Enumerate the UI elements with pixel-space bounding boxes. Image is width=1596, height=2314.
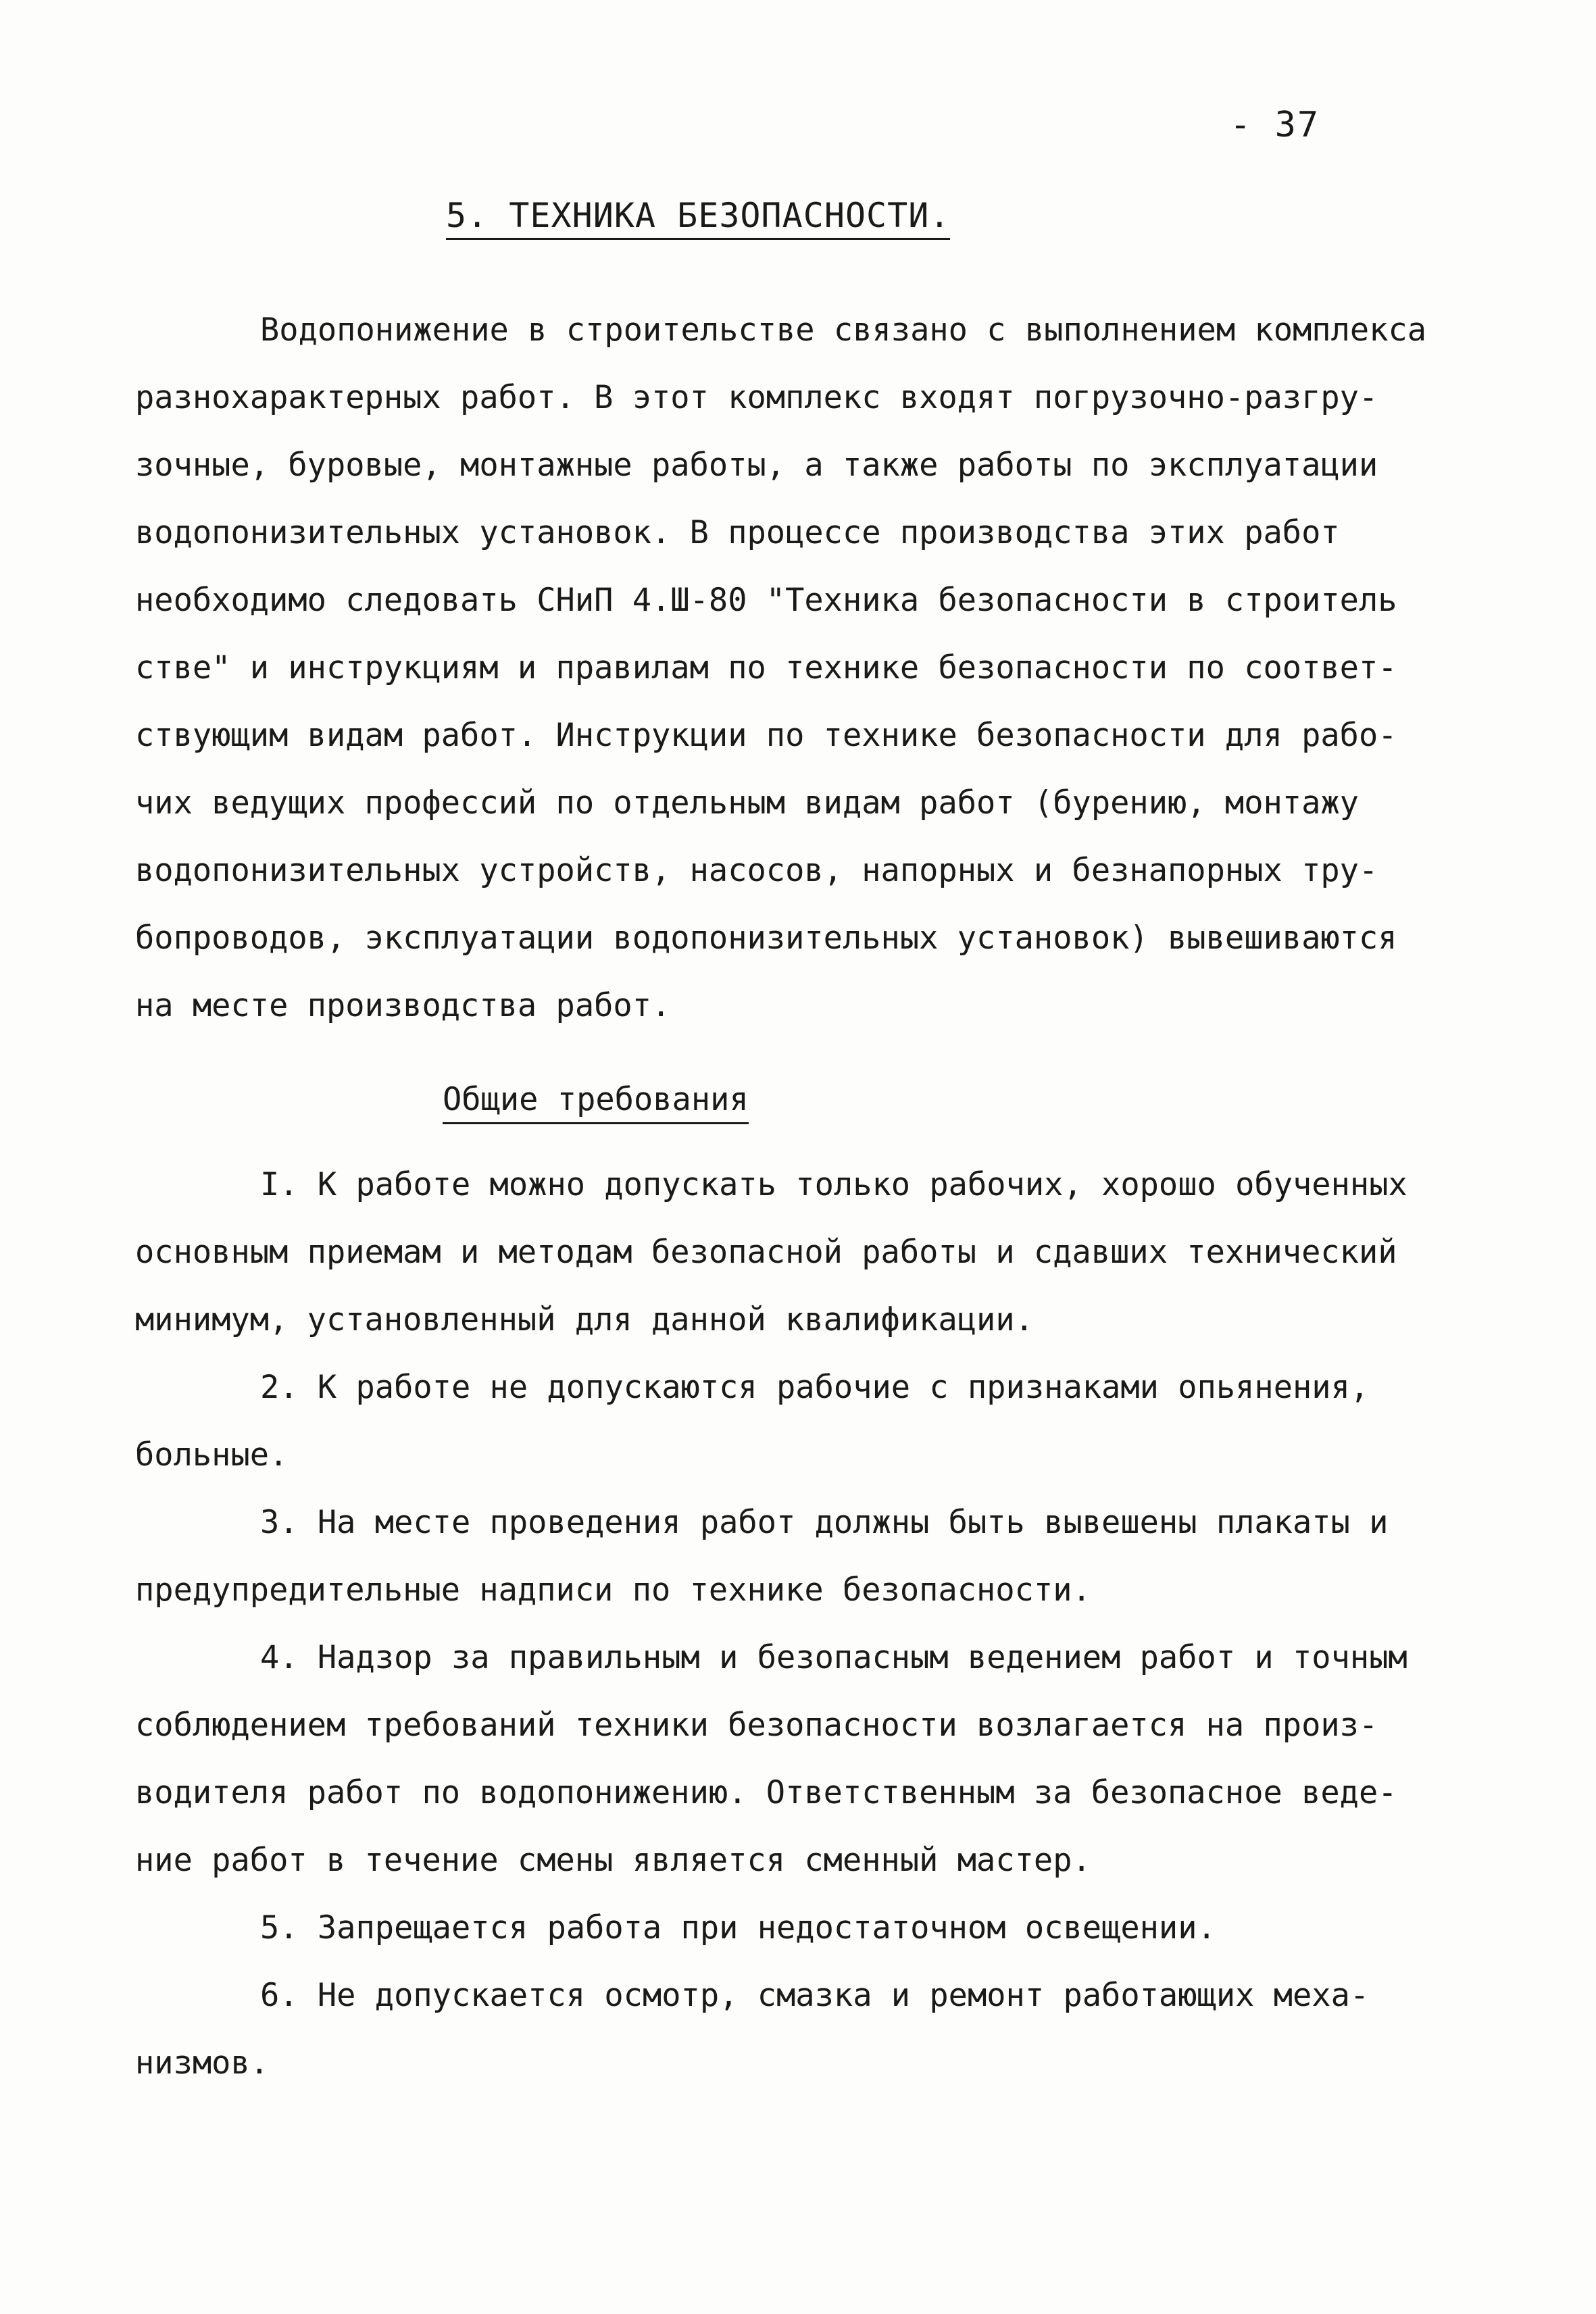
rule-line: 4. Надзор за правильным и безопасным ведением работ и точным [260, 1639, 1407, 1676]
intro-line: на месте производства работ. [135, 987, 671, 1024]
intro-line: необходимо следовать СНиП 4.Ш-80 "Техника безопасности в строитель [135, 582, 1397, 619]
intro-line: зочные, буровые, монтажные работы, а также работы по эксплуатации [135, 447, 1378, 484]
rule-line: водителя работ по водопонижению. Ответственным за безопасное веде- [135, 1774, 1397, 1811]
rule-line: соблюдением требований техники безопасности возлагается на произ- [135, 1707, 1378, 1744]
page-number: - 37 [1230, 105, 1320, 145]
rule-line: основным приемам и методам безопасной работы и сдавших технический [135, 1234, 1397, 1271]
rule-line: I. К работе можно допускать только рабочих, хорошо обученных [260, 1166, 1407, 1203]
rule-line: минимум, установленный для данной квалификации. [135, 1301, 1034, 1338]
rule-line: 2. К работе не допускаются рабочие с признаками опьянения, [260, 1369, 1370, 1406]
section-heading [446, 196, 950, 235]
intro-line: Водопонижение в строительстве связано с выполнением комплекса [260, 311, 1427, 349]
intro-line: чих ведущих профессий по отдельным видам работ (бурению, монтажу [135, 784, 1359, 822]
intro-line: водопонизительных устройств, насосов, напорных и безнапорных тру- [135, 852, 1378, 889]
rule-line: 6. Не допускается осмотр, смазка и ремонт работающих меха- [260, 1977, 1370, 2014]
rule-line: больные. [135, 1436, 289, 1474]
rule-line: предупредительные надписи по технике безопасности. [135, 1571, 1091, 1609]
intro-line: водопонизительных установок. В процессе производства этих работ [135, 514, 1340, 551]
section-heading-text: 5. ТЕХНИКА БЕЗОПАСНОСТИ. [446, 196, 950, 240]
rule-line: ние работ в течение смены является сменный мастер. [135, 1842, 1091, 1879]
intro-line: разнохарактерных работ. В этот комплекс входят погрузочно-разгру- [135, 379, 1378, 416]
intro-line: ствующим видам работ. Инструкции по технике безопасности для рабо- [135, 717, 1397, 754]
rule-line: 3. На месте проведения работ должны быть вывешены плакаты и [260, 1504, 1389, 1541]
intro-line: стве" и инструкциям и правилам по технике безопасности по соответ- [135, 649, 1397, 686]
intro-line: бопроводов, эксплуатации водопонизительных установок) вывешиваются [135, 920, 1397, 957]
subsection-heading [443, 1081, 749, 1118]
subsection-heading-text: Общие требования [443, 1081, 749, 1124]
rule-line: низмов. [135, 2044, 270, 2082]
rule-line: 5. Запрещается работа при недостаточном освещении. [260, 1909, 1216, 1946]
